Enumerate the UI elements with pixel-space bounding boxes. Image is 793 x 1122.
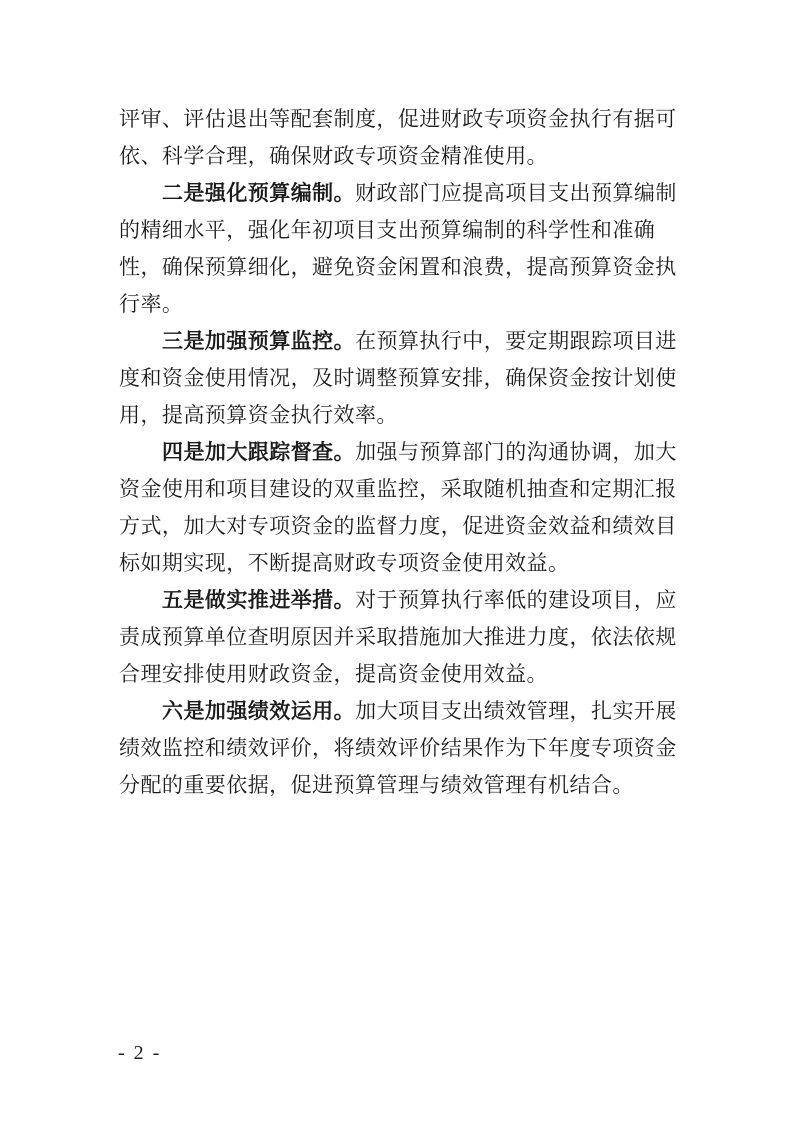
text-line <box>119 656 677 693</box>
paragraph-lead: 六是加强绩效运用。 <box>162 700 356 723</box>
text-line <box>119 508 677 545</box>
line-text: 加强与预算部门的沟通协调，加大 <box>355 440 677 464</box>
paragraph-lead: 二是强化预算编制。 <box>162 182 356 205</box>
text-line <box>119 471 677 508</box>
line-text: 评审、评估退出等配套制度，促进财政专项资金执行有据可 <box>119 107 677 131</box>
text-line <box>119 767 677 804</box>
text-line <box>119 212 677 249</box>
line-text: 对于预算执行率低的建设项目，应 <box>355 588 677 612</box>
text-line <box>119 545 677 582</box>
line-text: 度和资金使用情况，及时调整预算安排，确保资金按计划使 <box>119 366 677 390</box>
text-line <box>119 101 677 138</box>
paragraph-lead: 三是加强预算监控。 <box>162 330 356 353</box>
text-line <box>119 619 677 656</box>
paragraph-start-line <box>119 434 677 471</box>
line-text: 在预算执行中，要定期跟踪项目进 <box>355 329 677 353</box>
line-text: 责成预算单位查明原因并采取措施加大推进力度，依法依规 <box>119 625 677 649</box>
text-line <box>119 360 677 397</box>
page-number: - 2 - <box>118 1042 162 1064</box>
line-text: 加大项目支出绩效管理，扎实开展 <box>355 699 677 723</box>
paragraph-start-line <box>119 175 677 212</box>
line-text: 绩效监控和绩效评价，将绩效评价结果作为下年度专项资金 <box>119 736 677 760</box>
text-line <box>119 730 677 767</box>
paragraph-lead: 四是加大跟踪督查。 <box>162 441 356 464</box>
paragraph-start-line <box>119 323 677 360</box>
paragraph-start-line <box>119 693 677 730</box>
line-text: 用，提高预算资金执行效率。 <box>119 403 398 427</box>
text-line <box>119 286 677 323</box>
line-text: 分配的重要依据，促进预算管理与绩效管理有机结合。 <box>119 773 634 797</box>
line-text: 的精细水平，强化年初项目支出预算编制的科学性和准确 <box>119 218 656 242</box>
line-text: 行率。 <box>119 292 184 316</box>
line-text: 财政部门应提高项目支出预算编制 <box>355 181 677 205</box>
line-text: 资金使用和项目建设的双重监控，采取随机抽查和定期汇报 <box>119 477 677 501</box>
text-line <box>119 397 677 434</box>
line-text: 方式，加大对专项资金的监督力度，促进资金效益和绩效目 <box>119 514 677 538</box>
paragraph-start-line <box>119 582 677 619</box>
document-body <box>119 101 677 804</box>
paragraph-lead: 五是做实推进举措。 <box>162 589 356 612</box>
line-text: 标如期实现，不断提高财政专项资金使用效益。 <box>119 551 570 575</box>
text-line <box>119 138 677 175</box>
text-line <box>119 249 677 286</box>
line-text: 性，确保预算细化，避免资金闲置和浪费，提高预算资金执 <box>119 255 677 279</box>
line-text: 合理安排使用财政资金，提高资金使用效益。 <box>119 662 548 686</box>
line-text: 依、科学合理，确保财政专项资金精准使用。 <box>119 144 548 168</box>
